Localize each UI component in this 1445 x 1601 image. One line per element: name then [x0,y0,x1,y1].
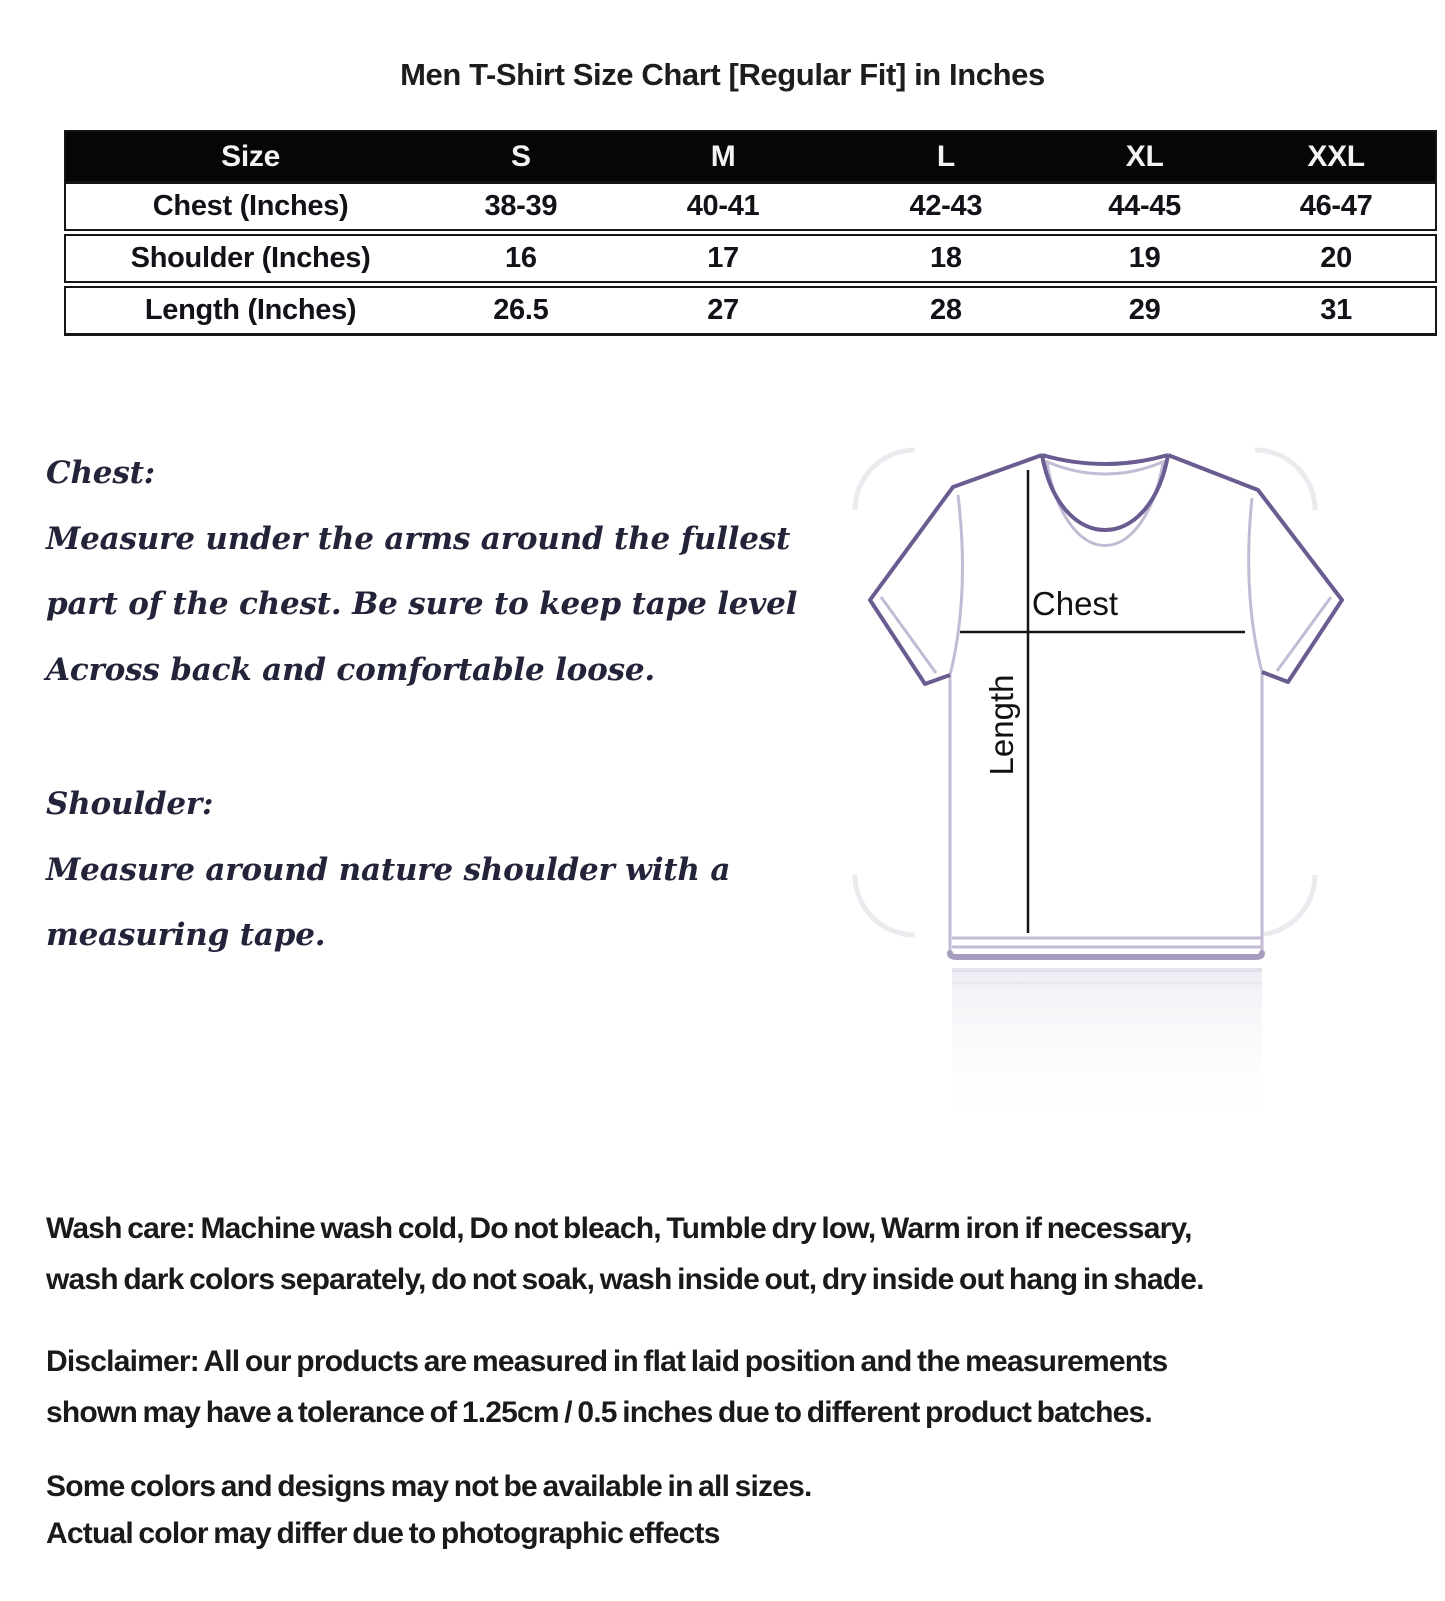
tshirt-reflection [952,970,1262,1131]
cell-value: 16 [435,233,606,285]
wash-care-line: Wash care: Machine wash cold, Do not bleach, Tumble dry low, Warm iron if necessary, [46,1212,1192,1245]
col-header-l: L [840,131,1053,183]
col-header-s: S [435,131,606,183]
wash-care-note [46,1203,1204,1305]
row-label: Length (Inches) [65,285,435,335]
availability-note [46,1463,812,1557]
cell-value: 20 [1237,233,1436,285]
cell-value: 27 [607,285,840,335]
chest-guide-heading: Chest: [46,455,155,491]
size-table [64,130,1437,336]
cell-value: 28 [840,285,1053,335]
cell-value: 17 [607,233,840,285]
table-row-length [65,285,1436,335]
page-title: Men T-Shirt Size Chart [Regular Fit] in Inches [400,57,1045,92]
disclaimer-line: shown may have a tolerance of 1.25cm / 0.5 inches due to different product batches. [46,1396,1152,1429]
chest-guide-line: part of the chest. Be sure to keep tape level [46,586,798,622]
col-header-xl: XL [1052,131,1237,183]
cell-value: 31 [1237,285,1436,335]
chest-guide-line: Across back and comfortable loose. [46,651,656,688]
length-label: Length [983,674,1020,776]
wash-care-line: wash dark colors separately, do not soak, wash inside out, dry inside out hang in shade. [46,1263,1204,1296]
col-header-size: Size [65,131,435,183]
cell-value: 44-45 [1108,190,1181,222]
cell-value: 18 [840,233,1053,285]
size-table-header-row [65,131,1436,183]
cell-value: 19 [1052,233,1237,285]
disclaimer-line: Disclaimer: All our products are measured in flat laid position and the measurements [46,1345,1168,1378]
cell-value: 42-43 [909,190,983,222]
col-header-xxl: XXL [1237,131,1436,183]
shoulder-measure-guide [46,772,730,969]
availability-line: Some colors and designs may not be available in all sizes. [46,1470,812,1503]
cell-value: 38-39 [484,190,558,222]
cell-value: 40-41 [686,190,760,222]
cell-value: 29 [1052,285,1237,335]
table-row-shoulder [65,233,1436,285]
table-row-chest [65,183,1436,233]
row-label: Chest (Inches) [152,190,349,222]
cell-value: 26.5 [435,285,606,335]
chest-measure-guide [46,441,797,703]
chest-guide-line: Measure under the arms around the fullest [46,520,791,557]
chest-label: Chest [1031,585,1119,622]
col-header-m: M [607,131,840,183]
availability-line: Actual color may differ due to photographic effects [46,1517,720,1550]
shoulder-guide-line: Measure around nature shoulder with a [46,851,731,888]
tshirt-diagram [835,425,1345,1140]
shoulder-guide-heading: Shoulder: [46,786,214,822]
shoulder-guide-line: measuring tape. [46,917,326,953]
disclaimer-note [46,1336,1167,1438]
row-label: Shoulder (Inches) [65,233,435,285]
cell-value: 46-47 [1299,190,1373,222]
